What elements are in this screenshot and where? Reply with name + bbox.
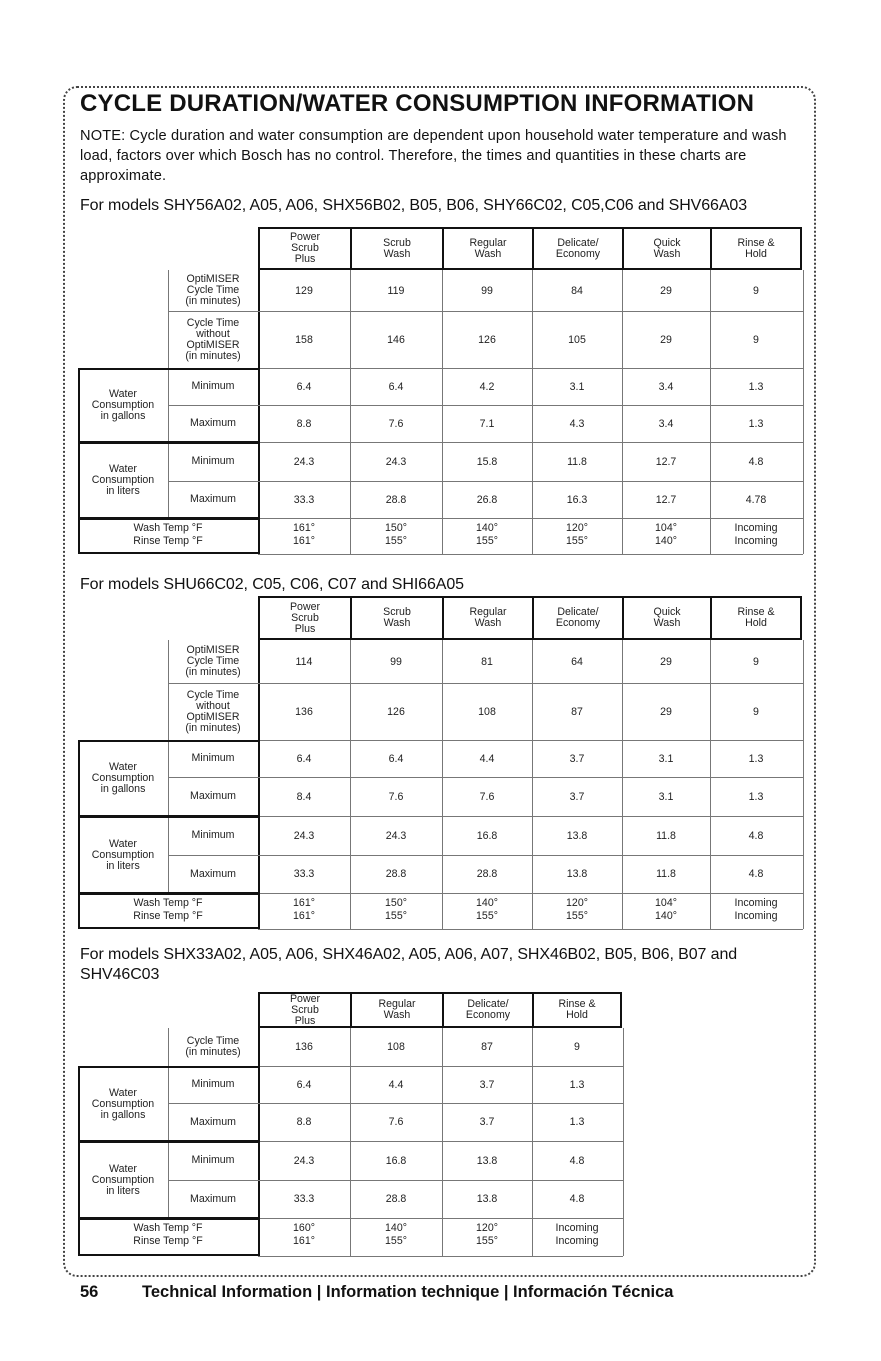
row-label: OptiMISER Cycle Time (in minutes) (185, 273, 241, 307)
rinse-temp-value: Incoming (734, 535, 778, 547)
page-title: CYCLE DURATION/WATER CONSUMPTION INFORMATION (80, 90, 755, 117)
column-header: Power Scrub Plus (258, 227, 352, 270)
column-header: Scrub Wash (350, 227, 444, 270)
rinse-temp-label: Rinse Temp °F (133, 910, 203, 922)
table-bottom (258, 929, 803, 930)
rinse-temp-value: 155° (566, 910, 588, 922)
table-cell: 7.6 (479, 790, 495, 803)
column-header: Delicate/ Economy (532, 596, 624, 640)
column-header: Quick Wash (622, 596, 712, 640)
table-cell: 15.8 (476, 455, 498, 468)
models-heading-3: For models SHX33A02, A05, A06, SHX46A02, A05, A06, A07, SHX46B02, B05, B06, B07 and SHV46C03 (80, 946, 738, 983)
column-header: Regular Wash (442, 227, 534, 270)
row-label: Minimum (191, 455, 235, 467)
table-cell: 119 (387, 284, 405, 297)
wash-temp-label: Wash Temp °F (133, 897, 203, 909)
row-label: Maximum (190, 867, 236, 880)
column-divider (803, 270, 804, 554)
table-bottom (78, 1254, 260, 1256)
table-cell: 3.1 (569, 380, 585, 393)
column-header: Scrub Wash (350, 596, 444, 640)
table-cell: 3.4 (658, 417, 674, 430)
row-label: Maximum (190, 417, 236, 429)
water-group-label: Water Consumption in gallons (91, 388, 155, 422)
table-cell: 8.8 (296, 417, 312, 430)
table-cell: 114 (295, 655, 313, 668)
note-paragraph: NOTE: Cycle duration and water consumption are dependent upon household water temperature and wash load, factors over which Bosch has no control. Therefore, the times and quantities in these charts are approximate. (80, 128, 787, 184)
table-cell: 16.8 (385, 1154, 407, 1167)
table-cell: 4.2 (479, 380, 495, 393)
column-divider (623, 1028, 624, 1256)
table-cell: 6.4 (388, 380, 404, 393)
table-cell: 29 (660, 333, 672, 346)
column-header: Regular Wash (442, 596, 534, 640)
row-label: Maximum (190, 1115, 236, 1128)
table-cell: 9 (753, 705, 759, 718)
table-cell: 6.4 (388, 752, 404, 765)
water-group-label: Water Consumption in gallons (91, 1086, 155, 1121)
table-cell: 9 (753, 333, 759, 346)
table-cell: 9 (753, 284, 759, 297)
table-cell: 8.4 (296, 790, 312, 803)
table-cell: 28.8 (385, 493, 407, 506)
table-cell: 158 (295, 333, 313, 346)
table-cell: 6.4 (296, 1078, 312, 1091)
table-cell: 99 (481, 284, 493, 297)
table-cell: 3.7 (569, 790, 585, 803)
rinse-temp-value: 155° (385, 910, 407, 922)
table-bottom (78, 552, 260, 554)
table-cell: 4.8 (569, 1193, 585, 1205)
table-cell: 1.3 (748, 380, 764, 393)
rinse-temp-value: 155° (476, 535, 498, 547)
rinse-temp-value: Incoming (734, 910, 778, 922)
table-cell: 3.7 (569, 752, 585, 765)
table-cell: 1.3 (748, 790, 764, 803)
table-cell: 33.3 (293, 1193, 315, 1205)
table-cell: 29 (660, 655, 672, 668)
table-cell: 33.3 (293, 493, 315, 506)
table-cell: 24.3 (385, 455, 407, 468)
wash-temp-value: 140° (385, 1222, 407, 1234)
table-cell: 28.8 (385, 1193, 407, 1205)
wash-temp-value: 160° (293, 1222, 315, 1234)
table-cell: 13.8 (476, 1193, 498, 1205)
table-cell: 26.8 (476, 493, 498, 506)
table-cell: 9 (753, 655, 759, 668)
rinse-temp-label: Rinse Temp °F (133, 1235, 203, 1247)
wash-temp-label: Wash Temp °F (133, 1222, 203, 1234)
footer-section-title: Technical Information | Information technique | Información Técnica (142, 1283, 674, 1301)
rinse-temp-value: 155° (476, 1235, 498, 1247)
page-number: 56 (80, 1283, 99, 1301)
rinse-temp-value: 140° (655, 910, 677, 922)
table-cell: 7.6 (388, 417, 404, 430)
table-cell: 16.8 (476, 829, 498, 842)
wash-temp-value: 104° (655, 897, 677, 909)
table-cell: 87 (481, 1041, 493, 1053)
wash-temp-value: 120° (566, 897, 588, 909)
table-cell: 64 (571, 655, 583, 668)
table-cell: 4.78 (745, 493, 767, 506)
table-cell: 108 (387, 1041, 405, 1053)
table-cell: 8.8 (296, 1116, 312, 1128)
row-label: Minimum (191, 380, 235, 392)
table-cell: 84 (571, 284, 583, 297)
rinse-temp-value: 155° (385, 1235, 407, 1247)
table-cell: 16.3 (566, 493, 588, 506)
row-label: Minimum (191, 829, 235, 841)
table-cell: 1.3 (748, 752, 764, 765)
wash-temp-value: 120° (476, 1222, 498, 1234)
wash-temp-value: Incoming (734, 522, 778, 534)
row-label: Minimum (191, 1154, 235, 1166)
table-cell: 13.8 (566, 868, 588, 880)
row-label: Maximum (190, 1192, 236, 1205)
column-divider (803, 640, 804, 929)
table-cell: 3.4 (658, 380, 674, 393)
table-cell: 3.1 (658, 790, 674, 803)
rinse-temp-value: 155° (476, 910, 498, 922)
column-header: Delicate/ Economy (532, 227, 624, 270)
wash-temp-label: Wash Temp °F (133, 522, 203, 534)
table-cell: 24.3 (385, 829, 407, 842)
table-cell: 11.8 (567, 455, 587, 468)
column-header: Power Scrub Plus (258, 992, 352, 1028)
table-cell: 24.3 (293, 1154, 315, 1167)
column-header: Rinse & Hold (532, 992, 622, 1028)
table-cell: 7.1 (479, 417, 495, 430)
wash-temp-value: Incoming (555, 1222, 599, 1234)
table-cell: 3.1 (658, 752, 674, 765)
table-cell: 1.3 (569, 1116, 585, 1128)
wash-temp-value: 104° (655, 522, 677, 534)
wash-temp-value: 161° (293, 522, 315, 534)
table-cell: 4.4 (388, 1078, 404, 1091)
table-cell: 126 (478, 333, 496, 346)
rinse-temp-value: Incoming (555, 1235, 599, 1247)
table-bottom (78, 927, 260, 929)
column-header: Regular Wash (350, 992, 444, 1028)
table-cell: 4.8 (748, 829, 764, 842)
table-cell: 87 (571, 705, 583, 718)
table-cell: 129 (295, 284, 313, 297)
water-group-label: Water Consumption in gallons (91, 761, 155, 795)
table-cell: 3.7 (479, 1116, 495, 1128)
row-label: Cycle Time without OptiMISER (in minutes) (185, 316, 241, 362)
page-footer (80, 1283, 674, 1302)
wash-temp-value: 120° (566, 522, 588, 534)
table-cell: 29 (660, 705, 672, 718)
table-cell: 108 (478, 705, 496, 718)
rinse-temp-label: Rinse Temp °F (133, 535, 203, 547)
table-cell: 3.7 (479, 1078, 495, 1091)
table-cell: 4.4 (479, 752, 495, 765)
table-cell: 6.4 (296, 380, 312, 393)
table-cell: 11.8 (656, 868, 676, 880)
row-label: OptiMISER Cycle Time (in minutes) (185, 644, 241, 678)
table-cell: 4.8 (569, 1154, 585, 1167)
models-heading-1: For models SHY56A02, A05, A06, SHX56B02, B05, B06, SHY66C02, C05,C06 and SHV66A03 (80, 197, 747, 214)
table-cell: 28.8 (476, 868, 498, 880)
table-cell: 105 (568, 333, 586, 346)
wash-temp-value: 140° (476, 522, 498, 534)
column-header: Rinse & Hold (710, 227, 802, 270)
row-label: Minimum (191, 1078, 235, 1090)
models-heading-2: For models SHU66C02, C05, C06, C07 and SHI66A05 (80, 576, 464, 593)
table-cell: 4.3 (569, 417, 585, 430)
rinse-temp-value: 161° (293, 535, 315, 547)
column-header: Rinse & Hold (710, 596, 802, 640)
rinse-temp-value: 140° (655, 535, 677, 547)
table-cell: 12.7 (655, 493, 677, 506)
table-bottom (258, 554, 803, 555)
wash-temp-value: Incoming (734, 897, 778, 909)
row-label: Minimum (191, 752, 235, 764)
table-cell: 33.3 (293, 868, 315, 880)
row-label: Maximum (190, 493, 236, 505)
table-bottom (258, 1256, 623, 1257)
table-cell: 24.3 (293, 829, 315, 842)
table-cell: 13.8 (476, 1154, 498, 1167)
water-group-label: Water Consumption in liters (91, 1162, 155, 1197)
table-cell: 126 (387, 705, 405, 718)
rinse-temp-value: 161° (293, 1235, 315, 1247)
table-cell: 12.7 (655, 455, 677, 468)
wash-temp-value: 150° (385, 897, 407, 909)
table-cell: 1.3 (748, 417, 764, 430)
row-label: Maximum (190, 790, 236, 802)
wash-temp-value: 161° (293, 897, 315, 909)
table-cell: 4.8 (748, 455, 764, 468)
table-cell: 136 (295, 1041, 313, 1053)
wash-temp-value: 150° (385, 522, 407, 534)
table-cell: 6.4 (296, 752, 312, 765)
rinse-temp-value: 155° (566, 535, 588, 547)
table-cell: 136 (295, 705, 313, 718)
table-cell: 1.3 (569, 1078, 585, 1091)
rinse-temp-value: 155° (385, 535, 407, 547)
table-cell: 99 (390, 655, 402, 668)
table-cell: 24.3 (293, 455, 315, 468)
rinse-temp-value: 161° (293, 910, 315, 922)
column-header: Delicate/ Economy (442, 992, 534, 1028)
wash-temp-value: 140° (476, 897, 498, 909)
table-cell: 13.8 (566, 829, 588, 842)
water-group-label: Water Consumption in liters (91, 463, 155, 497)
table-cell: 81 (481, 655, 493, 668)
water-group-label: Water Consumption in liters (91, 837, 155, 872)
table-cell: 11.8 (656, 829, 676, 842)
table-cell: 7.6 (388, 1116, 404, 1128)
column-header: Quick Wash (622, 227, 712, 270)
row-label: Cycle Time without OptiMISER (in minutes) (185, 688, 241, 734)
table-cell: 9 (574, 1041, 580, 1053)
table-cell: 4.8 (748, 868, 764, 880)
column-header: Power Scrub Plus (258, 596, 352, 640)
table-cell: 29 (660, 284, 672, 297)
table-cell: 7.6 (388, 790, 404, 803)
row-label: Cycle Time (in minutes) (185, 1035, 241, 1058)
table-cell: 146 (387, 333, 405, 346)
table-cell: 28.8 (385, 868, 407, 880)
